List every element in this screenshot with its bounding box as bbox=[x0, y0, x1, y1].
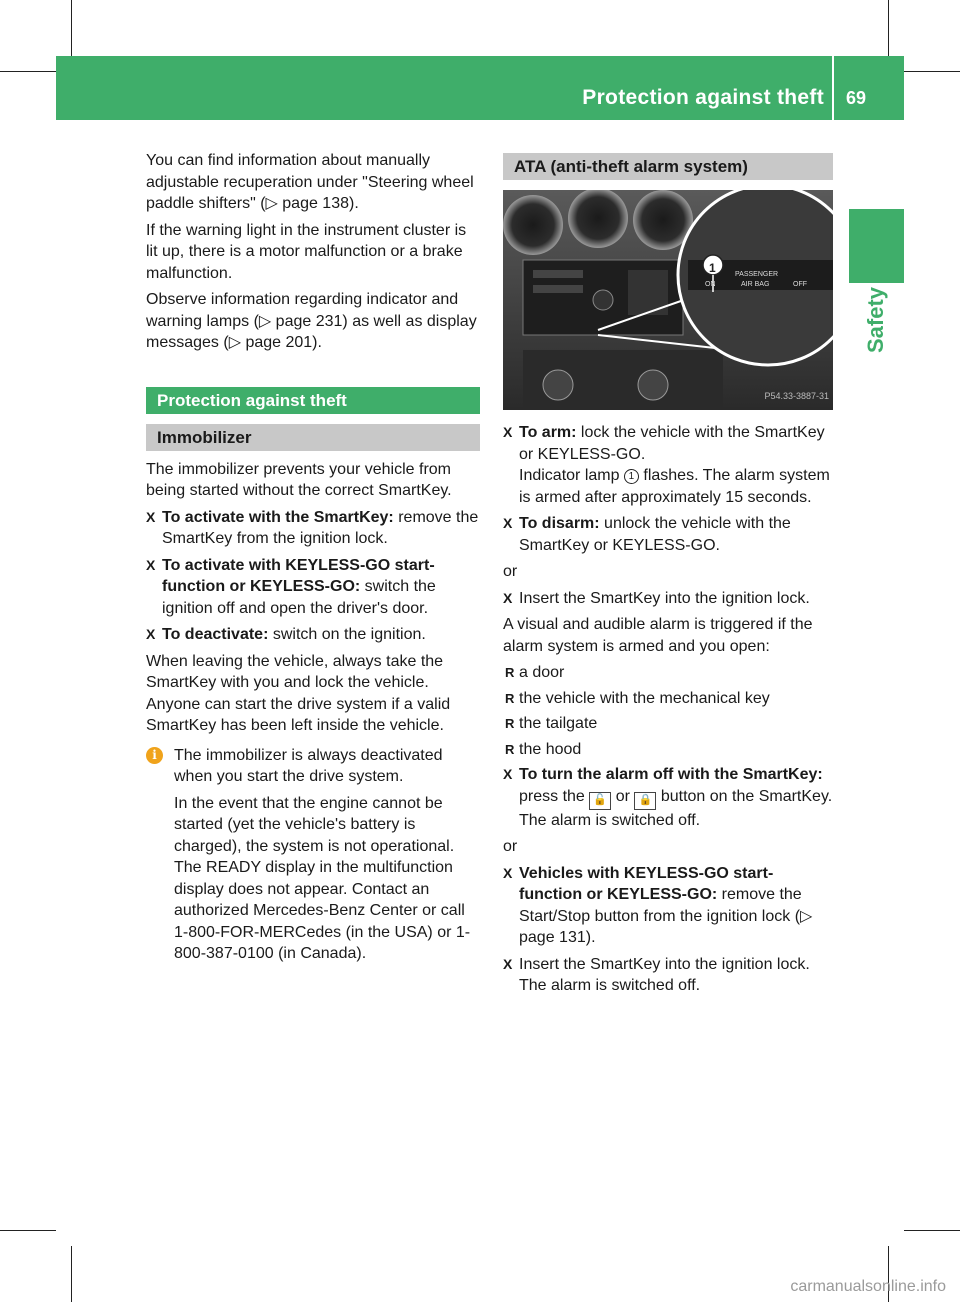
page-title: Protection against theft bbox=[582, 86, 824, 109]
step-marker-icon: X bbox=[503, 766, 513, 782]
or-text: or bbox=[503, 838, 518, 855]
instruction-step bbox=[503, 513, 833, 556]
step-result: Indicator lamp bbox=[519, 467, 624, 484]
airbag-on-label: ON bbox=[705, 281, 716, 288]
paragraph: A visual and audible alarm is triggered if the alarm system is armed and you open: bbox=[503, 616, 813, 655]
bullet-marker-icon: R bbox=[505, 690, 515, 706]
side-tab-label: Safety bbox=[863, 286, 888, 354]
step-label: To activate with KEYLESS-GO start-function or KEYLESS-GO: bbox=[162, 556, 435, 595]
paragraph: Observe information regarding indicator and warning lamps (▷ page 231) as well as display messages (▷ page 201). bbox=[146, 291, 477, 351]
list-item-text: the hood bbox=[519, 740, 582, 758]
list-item bbox=[503, 662, 833, 684]
step-label: To arm: bbox=[519, 424, 577, 441]
crop-mark bbox=[904, 1230, 960, 1231]
instruction-step bbox=[503, 954, 833, 997]
callout-reference: 1 bbox=[624, 469, 639, 484]
crop-mark bbox=[0, 1230, 56, 1231]
step-text: remove the Start/Stop button from the ignition lock (▷ page 131). bbox=[519, 886, 813, 946]
list-item bbox=[503, 688, 833, 710]
right-column bbox=[503, 150, 833, 1002]
watermark: carmanualsonline.info bbox=[790, 1278, 946, 1295]
bullet-marker-icon: R bbox=[505, 665, 515, 680]
step-label: To deactivate: bbox=[162, 626, 269, 643]
dashboard-figure bbox=[503, 190, 833, 410]
step-text: press the bbox=[519, 787, 590, 805]
lock-icon: 🔒 bbox=[634, 792, 656, 810]
step-result: The alarm is switched off. bbox=[519, 977, 701, 994]
step-text: button on the SmartKey. bbox=[656, 787, 833, 805]
subsection-heading: Immobilizer bbox=[146, 424, 480, 451]
step-label: To turn the alarm off with the SmartKey: bbox=[519, 766, 823, 783]
step-marker-icon: X bbox=[146, 508, 156, 525]
step-result: flashes. The alarm system is armed after approximately 15 seconds. bbox=[519, 467, 830, 506]
paragraph: If the warning light in the instrument cluster is lit up, there is a motor malfunction or a brake malfunction. bbox=[146, 221, 467, 282]
subsection-heading: ATA (anti-theft alarm system) bbox=[503, 153, 833, 180]
instruction-step bbox=[503, 863, 833, 949]
list-item bbox=[503, 739, 833, 761]
step-text: switch the ignition off and open the driver's door. bbox=[162, 578, 436, 617]
step-text: remove the SmartKey from the ignition lock. bbox=[162, 508, 479, 547]
step-marker-icon: X bbox=[146, 626, 156, 642]
step-marker-icon: X bbox=[503, 955, 513, 972]
crop-mark bbox=[888, 0, 889, 56]
step-marker-icon: X bbox=[146, 556, 156, 573]
unlock-icon: 🔓 bbox=[589, 792, 611, 810]
airbag-passenger-label: PASSENGER bbox=[735, 271, 779, 278]
instruction-step bbox=[146, 624, 480, 646]
step-text: lock the vehicle with the SmartKey or KEYLESS-GO. bbox=[519, 424, 825, 463]
step-marker-icon: X bbox=[503, 864, 513, 881]
step-marker-icon: X bbox=[503, 515, 513, 531]
step-marker-icon: X bbox=[503, 424, 513, 440]
bullet-marker-icon: R bbox=[505, 741, 515, 757]
page-number: 69 bbox=[846, 88, 867, 108]
figure-code: P54.33-3887-31 bbox=[764, 390, 829, 401]
instruction-step bbox=[503, 764, 833, 831]
step-text: Insert the SmartKey into the ignition lock. bbox=[519, 955, 810, 973]
dashboard-photo bbox=[503, 190, 833, 410]
info-note bbox=[146, 745, 480, 965]
info-text: In the event that the engine cannot be started (yet the vehicle's battery is charged), the system is not operational. The READY display in the multifunction display does not appear. Contact an authorized Mercedes-Benz Center or call 1-800-FOR-MERCedes (in the USA) or 1-800-387-0100 (in Canada). bbox=[174, 794, 471, 962]
instruction-step bbox=[503, 422, 833, 508]
paragraph: You can find information about manually adjustable recuperation under "Steering wheel paddle shifters" (▷ page 138). bbox=[146, 152, 474, 212]
or-text: or bbox=[503, 563, 518, 580]
side-tab bbox=[849, 209, 904, 283]
step-label: To disarm: bbox=[519, 515, 600, 532]
info-icon: i bbox=[146, 747, 163, 764]
crop-mark bbox=[904, 71, 960, 72]
step-text: Insert the SmartKey into the ignition lock. bbox=[519, 589, 810, 607]
paragraph: The immobilizer prevents your vehicle from being started without the correct SmartKey. bbox=[146, 460, 452, 499]
instruction-step bbox=[146, 555, 480, 620]
step-label: Vehicles with KEYLESS-GO start-function or KEYLESS-GO: bbox=[519, 864, 774, 903]
instruction-step bbox=[503, 588, 833, 610]
list-item-text: the vehicle with the mechanical key bbox=[519, 689, 770, 707]
header-separator bbox=[832, 56, 834, 120]
list-item-text: a door bbox=[519, 664, 565, 681]
info-text: The immobilizer is always deactivated when you start the drive system. bbox=[174, 746, 443, 785]
section-heading: Protection against theft bbox=[146, 387, 480, 414]
crop-mark bbox=[0, 71, 56, 72]
callout-number: 1 bbox=[709, 261, 716, 275]
paragraph: When leaving the vehicle, always take the SmartKey with you and lock the vehicle. Anyone can start the drive system if a valid SmartKey has been left inside the vehicle. bbox=[146, 652, 451, 734]
airbag-label: AIR BAG bbox=[741, 281, 770, 288]
airbag-off-label: OFF bbox=[793, 281, 807, 288]
left-column bbox=[146, 150, 480, 970]
step-text: switch on the ignition. bbox=[268, 626, 426, 643]
air-vent bbox=[503, 195, 563, 255]
list-item-text: the tailgate bbox=[519, 715, 598, 732]
air-vent bbox=[568, 190, 628, 248]
instruction-step bbox=[146, 507, 480, 550]
step-result: The alarm is switched off. bbox=[519, 811, 701, 829]
step-text: or bbox=[611, 787, 635, 805]
step-text: unlock the vehicle with the SmartKey or KEYLESS-GO. bbox=[519, 515, 791, 554]
crop-mark bbox=[71, 1246, 72, 1302]
bullet-marker-icon: R bbox=[505, 716, 515, 731]
step-label: To activate with the SmartKey: bbox=[162, 508, 394, 526]
list-item bbox=[503, 713, 833, 735]
crop-mark bbox=[71, 0, 72, 56]
step-marker-icon: X bbox=[503, 589, 513, 606]
